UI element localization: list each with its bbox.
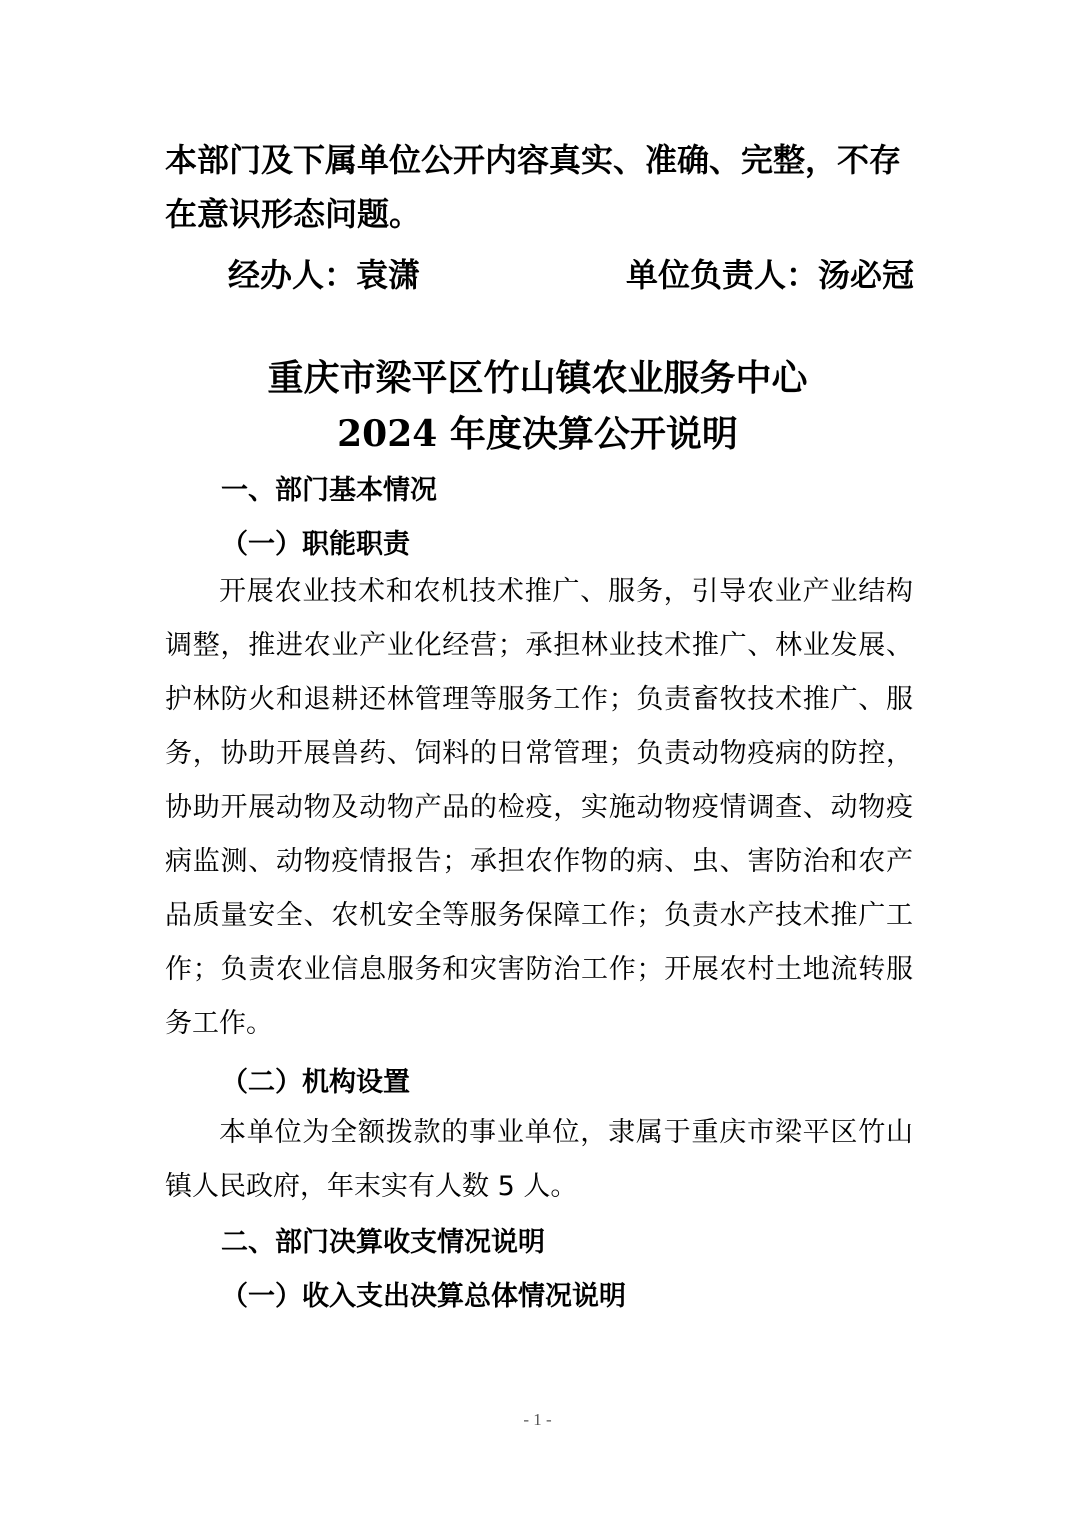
handler-signature: 经办人：袁潇 xyxy=(228,256,421,294)
section-heading-1: 一、部门基本情况 xyxy=(221,475,437,506)
document-title-line-2: 2024 年度决算公开说明 xyxy=(337,413,738,455)
subsection-heading-1-1: （一）职能职责 xyxy=(221,529,410,560)
page-number: - 1 - xyxy=(523,1410,552,1429)
organization-paragraph: 本单位为全额拨款的事业单位，隶属于重庆市梁平区竹山镇人民政府，年末实有人数 5 人。 xyxy=(165,1117,913,1202)
duties-paragraph: 开展农业技术和农机技术推广、服务，引导农业产业结构调整，推进农业产业化经营；承担林业技术推广、林业发展、护林防火和退耕还林管理等服务工作；负责畜牧技术推广、服务，协助开展兽药、饲料的日常管理；负责动物疫病的防控，协助开展动物及动物产品的检疫，实施动物疫情调查、动物疫病监测、动物疫情报告；承担农作物的病、虫、害防治和农产品质量安全、农机安全等服务保障工作；负责水产技术推广工作；负责农业信息服务和灾害防治工作；开展农村土地流转服务工作。 xyxy=(165,576,913,1039)
responsible-signature: 单位负责人：汤必冠 xyxy=(626,256,915,294)
statement-line-2: 在意识形态问题。 xyxy=(165,195,422,233)
document-title-line-1: 重庆市梁平区竹山镇农业服务中心 xyxy=(267,357,808,399)
subsection-heading-1-2: （二）机构设置 xyxy=(221,1067,410,1098)
subsection-heading-2-1: （一）收入支出决算总体情况说明 xyxy=(221,1281,626,1312)
section-heading-2: 二、部门决算收支情况说明 xyxy=(221,1227,545,1258)
statement-line-1: 本部门及下属单位公开内容真实、准确、完整，不存 xyxy=(165,141,902,179)
